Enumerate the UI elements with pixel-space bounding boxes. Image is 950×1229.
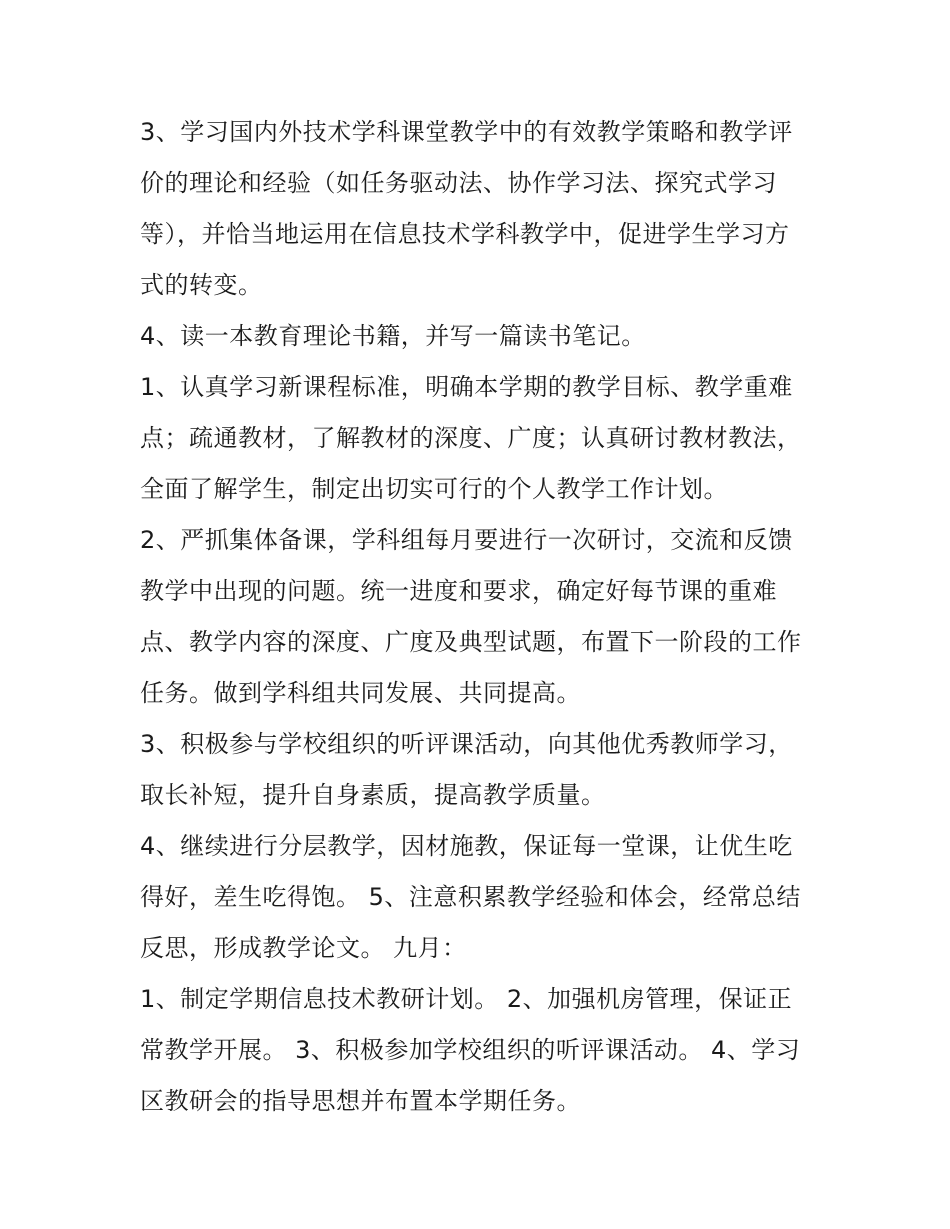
text-line: 2、严抓集体备课，学科组每月要进行一次研讨，交流和反馈 (140, 526, 793, 554)
text-line: 点、教学内容的深度、广度及典型试题，布置下一阶段的工作 (140, 628, 802, 656)
text-line: 4、读一本教育理论书籍，并写一篇读书笔记。 (140, 322, 646, 350)
text-line: 价的理论和经验（如任务驱动法、协作学习法、探究式学习 (140, 169, 777, 197)
text-line: 取长补短，提升自身素质，提高教学质量。 (140, 781, 606, 809)
text-line: 1、制定学期信息技术教研计划。 2、加强机房管理，保证正 (140, 985, 793, 1013)
text-line: 全面了解学生，制定出切实可行的个人教学工作计划。 (140, 475, 728, 503)
text-line: 点；疏通教材，了解教材的深度、广度；认真研讨教材教法， (140, 424, 802, 452)
text-line: 4、继续进行分层教学，因材施教，保证每一堂课，让优生吃 (140, 832, 793, 860)
text-line: 反思，形成教学论文。 九月： (140, 934, 467, 962)
text-line: 式的转变。 (140, 271, 263, 299)
text-line: 3、积极参与学校组织的听评课活动，向其他优秀教师学习， (140, 730, 793, 758)
text-line: 常教学开展。 3、积极参加学校组织的听评课活动。 4、学习 (140, 1036, 801, 1064)
text-line: 3、学习国内外技术学科课堂教学中的有效教学策略和教学评 (140, 118, 793, 146)
text-line: 等），并恰当地运用在信息技术学科教学中，促进学生学习方 (140, 220, 790, 248)
document-body (140, 107, 840, 1127)
text-line: 教学中出现的问题。统一进度和要求，确定好每节课的重难 (140, 577, 777, 605)
text-line: 任务。做到学科组共同发展、共同提高。 (140, 679, 581, 707)
text-line: 得好，差生吃得饱。 5、注意积累教学经验和体会，经常总结 (140, 883, 801, 911)
text-line: 1、认真学习新课程标准，明确本学期的教学目标、教学重难 (140, 373, 793, 401)
text-line: 区教研会的指导思想并布置本学期任务。 (140, 1087, 581, 1115)
